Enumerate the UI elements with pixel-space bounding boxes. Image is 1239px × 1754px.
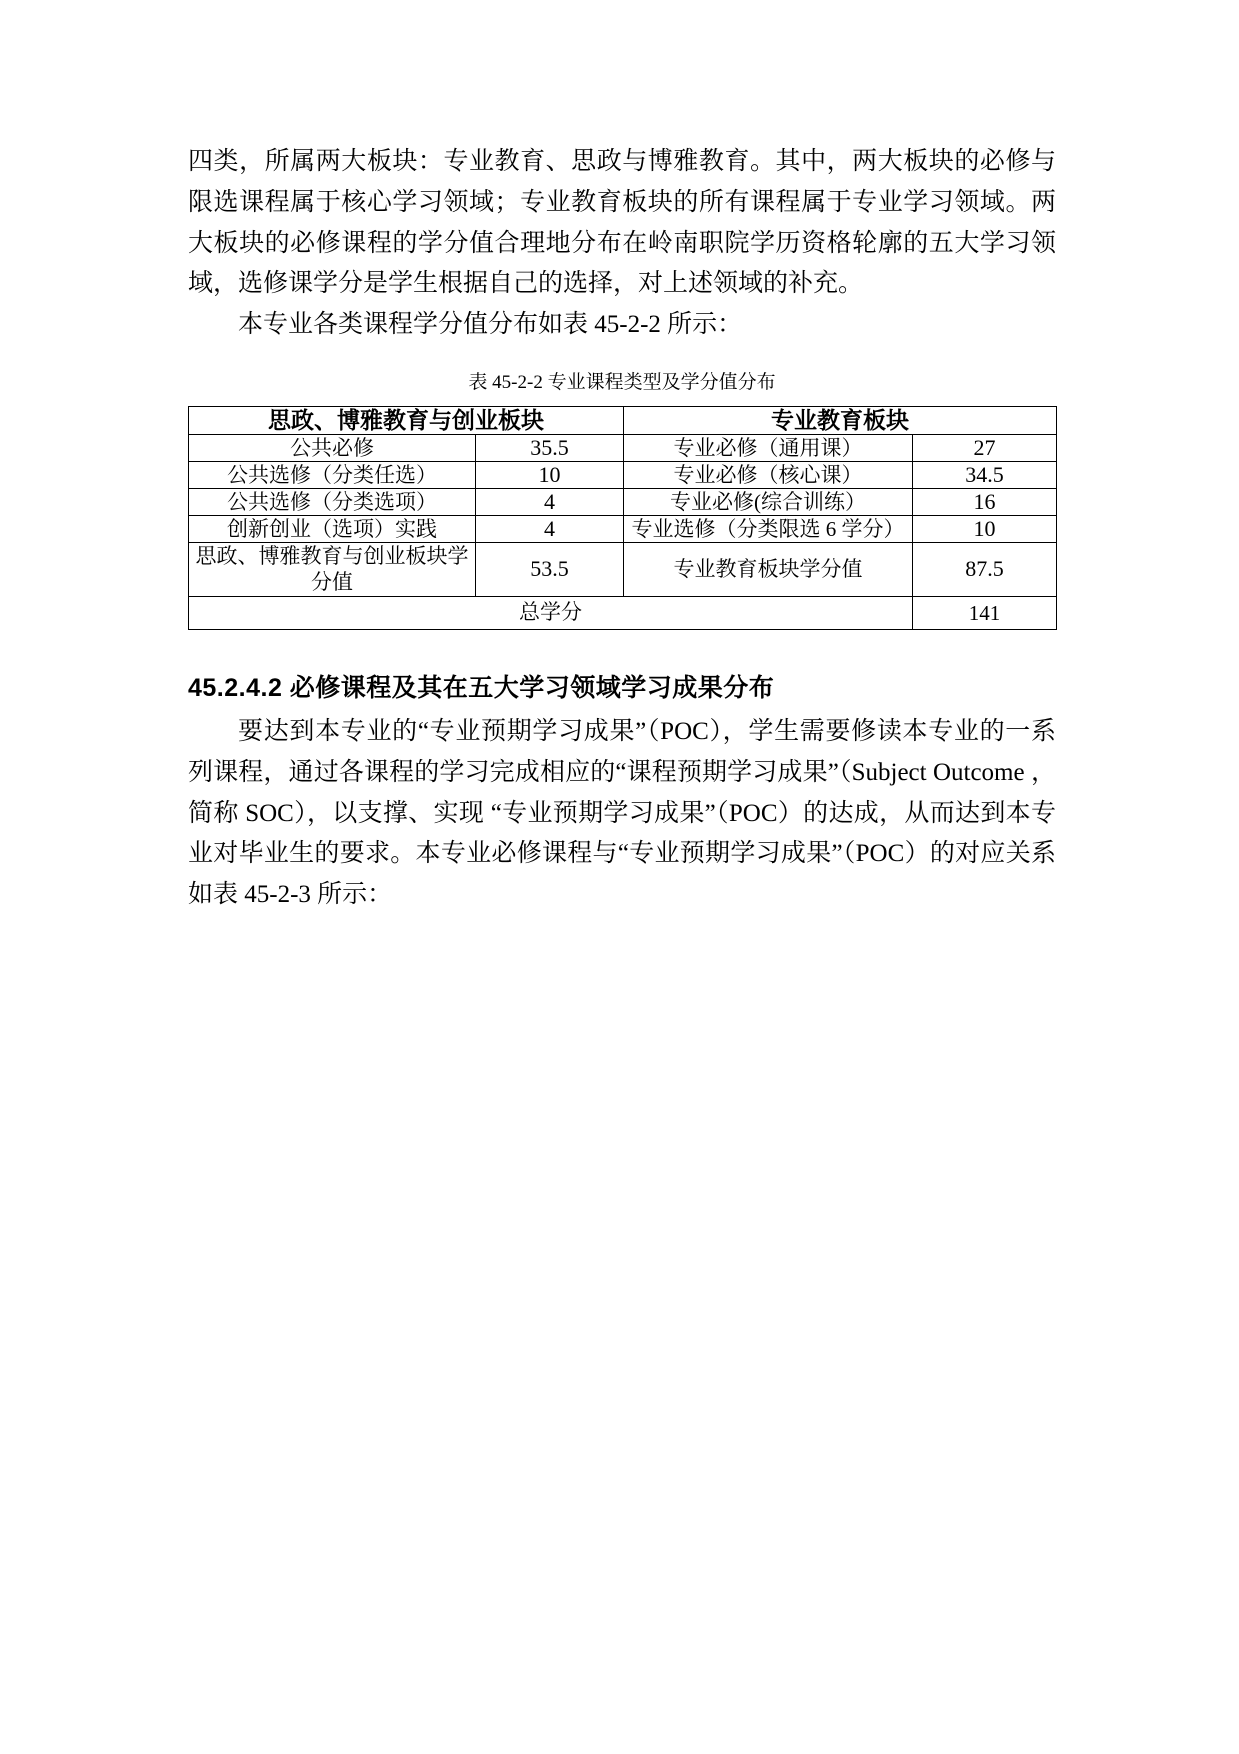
credit-value-cell: 10	[913, 515, 1057, 542]
total-value-cell: 141	[913, 596, 1057, 629]
table-caption: 表 45-2-2 专业课程类型及学分值分布	[468, 371, 776, 393]
category-cell: 专业选修（分类限选 6 学分）	[624, 515, 913, 542]
table-row	[189, 461, 1057, 488]
credit-value-cell: 4	[476, 488, 624, 515]
credit-value-cell: 87.5	[913, 542, 1057, 596]
credit-value-cell: 34.5	[913, 461, 1057, 488]
category-cell: 公共选修（分类任选）	[189, 461, 476, 488]
table-row	[189, 488, 1057, 515]
table-header-row	[189, 406, 1057, 434]
category-cell: 创新创业（选项）实践	[189, 515, 476, 542]
table-row	[189, 515, 1057, 542]
table-row	[189, 434, 1057, 461]
credit-value-cell: 16	[913, 488, 1057, 515]
category-cell: 专业必修（通用课）	[624, 434, 913, 461]
table-row	[189, 542, 1057, 596]
category-cell: 公共必修	[189, 434, 476, 461]
credit-distribution-table	[188, 406, 1057, 630]
category-cell: 专业必修(综合训练）	[624, 488, 913, 515]
body-paragraph-1: 四类，所属两大板块：专业教育、思政与博雅教育。其中，两大板块的必修与限选课程属于核心学习领域；专业教育板块的所有课程属于专业学习领域。两大板块的必修课程的学分值合理地分布在岭南职院学历资格轮廓的五大学习领域，选修课学分是学生根据自己的选择，对上述领域的补充。	[188, 148, 1056, 298]
table-intro-line: 本专业各类课程学分值分布如表 45-2-2 所示：	[238, 311, 743, 339]
category-cell: 专业教育板块学分值	[624, 542, 913, 596]
body-paragraph-2: 要达到本专业的“专业预期学习成果”（POC），学生需要修读本专业的一系列课程，通过各课程的学习完成相应的“课程预期学习成果”（Subject Outcome ，简称 SOC），以支撑、实现 “专业预期学习成果”（POC）的达成，从而达到本专业对毕业生的要求。本专业必修课程与“专业预期学习成果”（POC）的对应关系如表 45-2-3 所示：	[188, 717, 1056, 909]
table-header-left: 思政、博雅教育与创业板块	[189, 406, 624, 434]
category-cell: 专业必修（核心课）	[624, 461, 913, 488]
category-cell: 公共选修（分类选项）	[189, 488, 476, 515]
credit-value-cell: 10	[476, 461, 624, 488]
credit-value-cell: 4	[476, 515, 624, 542]
total-label-cell: 总学分	[189, 596, 913, 629]
section-heading: 45.2.4.2 必修课程及其在五大学习领域学习成果分布	[188, 673, 775, 702]
credit-value-cell: 35.5	[476, 434, 624, 461]
table-total-row	[189, 596, 1057, 629]
category-cell: 思政、博雅教育与创业板块学分值	[189, 542, 476, 596]
credit-value-cell: 53.5	[476, 542, 624, 596]
table-header-right: 专业教育板块	[624, 406, 1057, 434]
credit-value-cell: 27	[913, 434, 1057, 461]
